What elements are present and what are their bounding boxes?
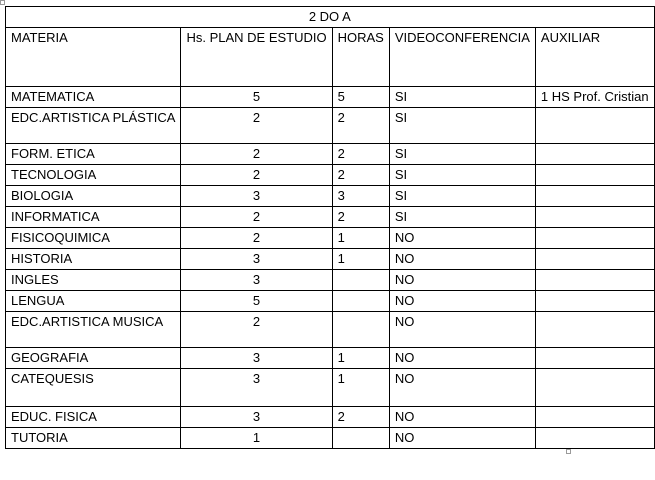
cell-aux xyxy=(535,348,654,369)
title-row xyxy=(6,7,655,28)
header-materia: MATERIA xyxy=(6,28,181,87)
cell-aux xyxy=(535,108,654,144)
cell-plan: 2 xyxy=(181,165,332,186)
cell-aux xyxy=(535,270,654,291)
cell-plan: 3 xyxy=(181,249,332,270)
cell-horas: 5 xyxy=(332,87,389,108)
cell-video: NO xyxy=(389,228,535,249)
cell-materia: CATEQUESIS xyxy=(6,369,181,407)
cell-plan: 3 xyxy=(181,186,332,207)
cell-video: NO xyxy=(389,369,535,407)
cell-video: NO xyxy=(389,291,535,312)
table-row xyxy=(6,108,655,144)
cell-aux xyxy=(535,186,654,207)
cell-materia: EDC.ARTISTICA PLÁSTICA xyxy=(6,108,181,144)
cell-video: NO xyxy=(389,428,535,449)
cell-aux xyxy=(535,369,654,407)
table-row xyxy=(6,144,655,165)
cell-materia: FORM. ETICA xyxy=(6,144,181,165)
cell-materia: INFORMATICA xyxy=(6,207,181,228)
cell-horas: 2 xyxy=(332,165,389,186)
cell-materia: GEOGRAFIA xyxy=(6,348,181,369)
cell-horas xyxy=(332,291,389,312)
cell-plan: 5 xyxy=(181,87,332,108)
cell-video: SI xyxy=(389,186,535,207)
cell-video: SI xyxy=(389,144,535,165)
cell-materia: BIOLOGIA xyxy=(6,186,181,207)
cell-video: NO xyxy=(389,312,535,348)
schedule-table xyxy=(5,6,655,449)
cell-horas: 1 xyxy=(332,249,389,270)
cell-aux xyxy=(535,207,654,228)
page-corner-mark-bottom-right xyxy=(566,449,571,454)
header-horas: HORAS xyxy=(332,28,389,87)
cell-materia: FISICOQUIMICA xyxy=(6,228,181,249)
table-row xyxy=(6,270,655,291)
table-row xyxy=(6,291,655,312)
cell-video: SI xyxy=(389,207,535,228)
table-title: 2 DO A xyxy=(6,7,655,28)
cell-horas xyxy=(332,312,389,348)
table-row xyxy=(6,348,655,369)
page-corner-mark-top-left xyxy=(0,0,5,5)
cell-video: NO xyxy=(389,407,535,428)
cell-aux xyxy=(535,312,654,348)
cell-aux: 1 HS Prof. Cristian xyxy=(535,87,654,108)
table-row xyxy=(6,428,655,449)
table-row xyxy=(6,312,655,348)
cell-plan: 2 xyxy=(181,144,332,165)
cell-materia: TECNOLOGIA xyxy=(6,165,181,186)
table-row xyxy=(6,369,655,407)
cell-plan: 5 xyxy=(181,291,332,312)
cell-video: SI xyxy=(389,108,535,144)
header-videoconferencia: VIDEOCONFERENCIA xyxy=(389,28,535,87)
cell-plan: 2 xyxy=(181,228,332,249)
cell-plan: 2 xyxy=(181,108,332,144)
cell-materia: LENGUA xyxy=(6,291,181,312)
table-row xyxy=(6,165,655,186)
cell-materia: INGLES xyxy=(6,270,181,291)
header-row xyxy=(6,28,655,87)
cell-video: SI xyxy=(389,87,535,108)
cell-plan: 1 xyxy=(181,428,332,449)
cell-horas: 3 xyxy=(332,186,389,207)
cell-plan: 3 xyxy=(181,369,332,407)
cell-plan: 3 xyxy=(181,270,332,291)
cell-video: NO xyxy=(389,249,535,270)
header-auxiliar: AUXILIAR xyxy=(535,28,654,87)
cell-materia: TUTORIA xyxy=(6,428,181,449)
cell-materia: HISTORIA xyxy=(6,249,181,270)
table-row xyxy=(6,228,655,249)
cell-horas xyxy=(332,270,389,291)
cell-horas: 2 xyxy=(332,407,389,428)
cell-video: NO xyxy=(389,348,535,369)
cell-video: NO xyxy=(389,270,535,291)
cell-aux xyxy=(535,249,654,270)
cell-horas: 1 xyxy=(332,228,389,249)
cell-aux xyxy=(535,291,654,312)
cell-horas: 2 xyxy=(332,207,389,228)
cell-video: SI xyxy=(389,165,535,186)
cell-materia: EDC.ARTISTICA MUSICA xyxy=(6,312,181,348)
cell-aux xyxy=(535,228,654,249)
cell-materia: EDUC. FISICA xyxy=(6,407,181,428)
header-plan-estudio: Hs. PLAN DE ESTUDIO xyxy=(181,28,332,87)
cell-aux xyxy=(535,428,654,449)
cell-horas xyxy=(332,428,389,449)
cell-plan: 3 xyxy=(181,407,332,428)
cell-horas: 1 xyxy=(332,348,389,369)
cell-plan: 2 xyxy=(181,312,332,348)
cell-aux xyxy=(535,165,654,186)
table-row xyxy=(6,207,655,228)
table-row xyxy=(6,407,655,428)
cell-materia: MATEMATICA xyxy=(6,87,181,108)
cell-horas: 1 xyxy=(332,369,389,407)
table-row xyxy=(6,87,655,108)
cell-plan: 3 xyxy=(181,348,332,369)
cell-aux xyxy=(535,407,654,428)
table-row xyxy=(6,249,655,270)
cell-horas: 2 xyxy=(332,108,389,144)
table-row xyxy=(6,186,655,207)
cell-horas: 2 xyxy=(332,144,389,165)
cell-plan: 2 xyxy=(181,207,332,228)
cell-aux xyxy=(535,144,654,165)
